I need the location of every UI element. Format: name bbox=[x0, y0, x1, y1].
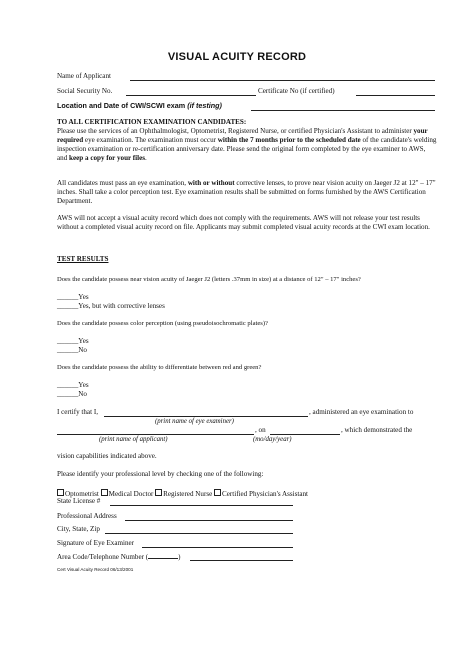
exam-date-field[interactable] bbox=[270, 434, 340, 435]
area-code-field[interactable] bbox=[148, 552, 178, 559]
q1-yes-lenses-option[interactable]: ______Yes, but with corrective lenses bbox=[57, 302, 165, 310]
professional-level-prompt: Please identify your professional level by checking one of the following: bbox=[57, 470, 264, 478]
test-results-heading: TEST RESULTS bbox=[57, 255, 109, 263]
intro-paragraph-2: All candidates must pass an eye examination, with or without corrective lenses, to prove near vision acuity on Jaeger J2 at 12" – 17" inches. Shall take a color perception test. Eye examination results shall be submitted on forms furnished by the AWS Certification Department. bbox=[57, 179, 436, 205]
applicant-name-field[interactable] bbox=[130, 80, 435, 81]
q3-yes-option[interactable]: ______Yes bbox=[57, 381, 89, 389]
certificate-field[interactable] bbox=[356, 95, 435, 96]
examiner-name-caption: (print name of eye examiner) bbox=[155, 418, 234, 425]
date-caption: (mo/day/year) bbox=[253, 436, 292, 443]
ssn-label: Social Security No. bbox=[57, 87, 113, 95]
applicant-print-name-field[interactable] bbox=[57, 434, 254, 435]
certify-prefix: I certify that I, bbox=[57, 408, 98, 416]
exam-location-text: Location and Date of CWI/SCWI exam bbox=[57, 101, 186, 110]
option-registered-nurse[interactable]: Registered Nurse bbox=[155, 490, 212, 498]
q2-yes-option[interactable]: ______Yes bbox=[57, 337, 89, 345]
q1-yes-option[interactable]: ______Yes bbox=[57, 293, 89, 301]
form-footer: Cert Visual Acuity Record 06/13/2001 bbox=[57, 567, 134, 572]
exam-location-suffix: (if testing) bbox=[187, 101, 222, 110]
signature-field[interactable] bbox=[142, 547, 293, 548]
applicant-name-caption: (print name of applicant) bbox=[99, 436, 168, 443]
q3-no-option[interactable]: ______No bbox=[57, 390, 87, 398]
state-license-label: State License # bbox=[57, 497, 101, 505]
question-jaeger: Does the candidate possess near vision acuity of Jaeger J2 (letters .37mm in size) at a distance of 12" – 17" inches? bbox=[57, 276, 361, 283]
telephone-label: Area Code/Telephone Number ( ) bbox=[57, 553, 181, 561]
question-color-perception: Does the candidate possess color perception (using pseudoisochromatic plates)? bbox=[57, 320, 268, 327]
exam-location-field[interactable] bbox=[251, 110, 435, 111]
certificate-label: Certificate No (if certified) bbox=[258, 87, 335, 95]
question-red-green: Does the candidate possess the ability to differentiate between red and green? bbox=[57, 364, 262, 371]
checkbox-icon[interactable] bbox=[57, 489, 64, 496]
certify-demonstrated-text: , which demonstrated the bbox=[341, 426, 413, 434]
examiner-name-field[interactable] bbox=[104, 416, 308, 417]
intro-paragraph-1: Please use the services of an Ophthalmologist, Optometrist, Registered Nurse, or certified Physician's Assistant to administer your required eye examination. The examination must occur within the 7 months prior to the scheduled date of the candidate's welding inspection examination or re-certification anniversary date. Please send the original form completed by the eye examiner to AWS, and keep a copy for your files. bbox=[57, 127, 437, 162]
professional-address-field[interactable] bbox=[125, 520, 293, 521]
intro-heading: TO ALL CERTIFICATION EXAMINATION CANDIDATES: bbox=[57, 118, 247, 126]
option-medical-doctor[interactable]: Medical Doctor bbox=[101, 490, 154, 498]
exam-location-label bbox=[57, 101, 222, 110]
vision-capabilities-text: vision capabilities indicated above. bbox=[57, 452, 157, 460]
city-state-zip-field[interactable] bbox=[105, 533, 293, 534]
telephone-field[interactable] bbox=[190, 560, 293, 561]
city-state-zip-label: City, State, Zip bbox=[57, 525, 100, 533]
professional-address-label: Professional Address bbox=[57, 512, 117, 520]
checkbox-icon[interactable] bbox=[101, 489, 108, 496]
certify-on-text: , on bbox=[255, 426, 266, 434]
option-physicians-assistant[interactable]: Certified Physician's Assistant bbox=[214, 490, 308, 498]
page-title: VISUAL ACUITY RECORD bbox=[167, 51, 307, 63]
certify-administered-text: , administered an eye examination to bbox=[309, 408, 414, 416]
applicant-name-label: Name of Applicant bbox=[57, 72, 111, 80]
intro-paragraph-3: AWS will not accept a visual acuity record which does not comply with the requirements. AWS will not release your test results without a completed visual acuity record on file. Applicants may submit completed visual acuity records at the CWI exam location. bbox=[57, 214, 430, 231]
checkbox-icon[interactable] bbox=[155, 489, 162, 496]
option-optometrist[interactable]: Optometrist bbox=[57, 490, 99, 498]
q2-no-option[interactable]: ______No bbox=[57, 346, 87, 354]
checkbox-icon[interactable] bbox=[214, 489, 221, 496]
state-license-field[interactable] bbox=[110, 505, 293, 506]
signature-label: Signature of Eye Examiner bbox=[57, 539, 135, 547]
ssn-field[interactable] bbox=[126, 95, 256, 96]
